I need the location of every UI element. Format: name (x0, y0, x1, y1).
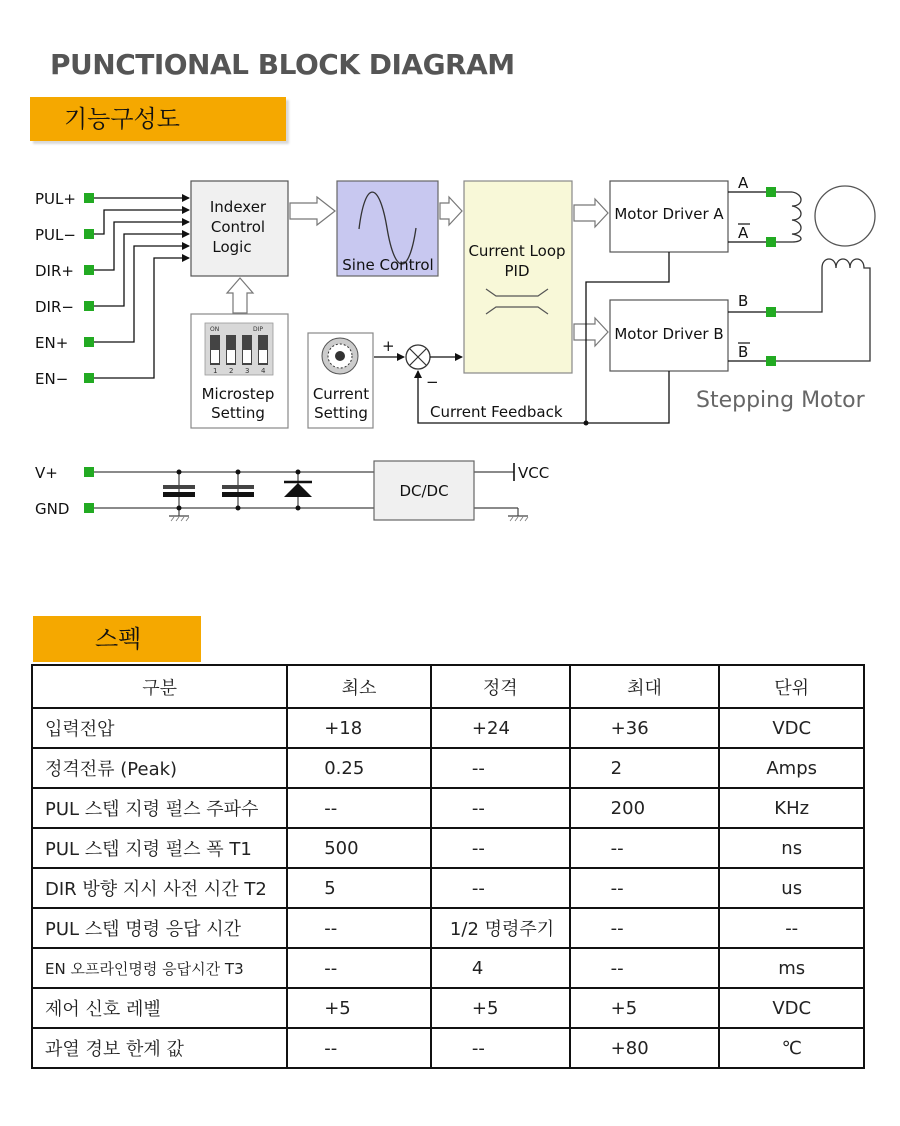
sine-control-label: Sine Control (342, 256, 434, 274)
input-label-en-plus: EN+ (35, 334, 69, 352)
flow-arrow (574, 199, 608, 227)
table-cell: +24 (431, 708, 570, 748)
table-cell: 1/2 명령주기 (431, 908, 570, 948)
table-cell: 4 (431, 948, 570, 988)
pid-label: Current Loop (468, 242, 566, 260)
pid-label: PID (504, 262, 530, 280)
vcc-label: VCC (518, 464, 550, 482)
table-cell: 과열 경보 한계 값 (32, 1028, 287, 1068)
table-cell: -- (570, 908, 720, 948)
table-header: 구분 (32, 665, 287, 708)
table-cell: 200 (570, 788, 720, 828)
motor-driver-a-label: Motor Driver A (614, 205, 724, 223)
table-cell: EN 오프라인명령 응답시간 T3 (32, 948, 287, 988)
table-cell: -- (431, 748, 570, 788)
current-setting-label: Current (312, 385, 370, 403)
table-cell: 2 (570, 748, 720, 788)
input-label-dir-plus: DIR+ (35, 262, 74, 280)
table-cell: us (719, 868, 864, 908)
input-label-pul-plus: PUL+ (35, 190, 76, 208)
table-row (32, 748, 864, 788)
table-header: 최대 (570, 665, 720, 708)
stepping-motor-label: Stepping Motor (696, 388, 865, 413)
minus-sign: − (426, 373, 439, 391)
table-cell: -- (287, 788, 431, 828)
table-cell: +18 (287, 708, 431, 748)
dip-num: 4 (261, 367, 266, 375)
input-label-pul-minus: PUL− (35, 226, 76, 244)
input-label-en-minus: EN− (35, 370, 69, 388)
power-terminal (84, 467, 94, 477)
section-label-spec: 스펙 (33, 616, 201, 662)
table-row (32, 868, 864, 908)
table-header: 정격 (431, 665, 570, 708)
table-cell: -- (431, 828, 570, 868)
table-cell: -- (570, 948, 720, 988)
table-cell: 5 (287, 868, 431, 908)
table-cell: -- (719, 908, 864, 948)
output-label-b: B (738, 292, 749, 310)
table-cell: +80 (570, 1028, 720, 1068)
input-terminal (84, 337, 94, 347)
table-cell: ℃ (719, 1028, 864, 1068)
power-terminal (84, 503, 94, 513)
dip-label: DIP (253, 326, 264, 333)
table-cell: -- (570, 828, 720, 868)
table-header-row (32, 665, 864, 708)
table-cell: PUL 스텝 지령 펄스 주파수 (32, 788, 287, 828)
current-feedback-label: Current Feedback (430, 403, 563, 421)
microstep-label: Microstep (201, 385, 275, 403)
current-setting-label: Setting (314, 404, 368, 422)
section-label-function: 기능구성도 (30, 97, 286, 141)
flow-arrow (290, 197, 335, 225)
dip-on-label: ON (210, 326, 220, 333)
microstep-label: Setting (211, 404, 265, 422)
table-row (32, 988, 864, 1028)
table-cell: 정격전류 (Peak) (32, 748, 287, 788)
dip-num: 1 (213, 367, 218, 375)
spec-table (31, 664, 865, 1069)
table-row (32, 708, 864, 748)
indexer-label: Logic (212, 238, 252, 256)
table-cell: VDC (719, 988, 864, 1028)
table-row (32, 1028, 864, 1068)
table-cell: -- (287, 1028, 431, 1068)
output-terminal (766, 187, 776, 197)
table-cell: -- (431, 1028, 570, 1068)
output-terminal (766, 237, 776, 247)
table-row (32, 828, 864, 868)
indexer-label: Indexer (209, 198, 267, 216)
flow-arrow (574, 318, 608, 346)
block-diagram (0, 0, 900, 540)
table-cell: 500 (287, 828, 431, 868)
dip-switch-icon (205, 323, 273, 375)
table-cell: -- (431, 788, 570, 828)
output-terminal (766, 356, 776, 366)
output-label-a-bar: A (738, 224, 749, 242)
page-title: PUNCTIONAL BLOCK DIAGRAM (50, 48, 515, 81)
table-header: 최소 (287, 665, 431, 708)
table-cell: KHz (719, 788, 864, 828)
table-cell: ns (719, 828, 864, 868)
output-terminal (766, 307, 776, 317)
power-label-gnd: GND (35, 500, 70, 518)
output-label-a: A (738, 174, 749, 192)
flow-arrow (227, 278, 253, 313)
table-cell: +36 (570, 708, 720, 748)
dip-num: 2 (229, 367, 234, 375)
table-cell: -- (287, 948, 431, 988)
diode-icon (284, 482, 312, 497)
table-row (32, 948, 864, 988)
table-cell: -- (570, 868, 720, 908)
input-wiring (94, 198, 189, 378)
table-cell: -- (287, 908, 431, 948)
table-cell: 제어 신호 레벨 (32, 988, 287, 1028)
input-terminal (84, 373, 94, 383)
indexer-label: Control (210, 218, 266, 236)
table-cell: PUL 스텝 명령 응답 시간 (32, 908, 287, 948)
input-label-dir-minus: DIR− (35, 298, 74, 316)
table-cell: VDC (719, 708, 864, 748)
table-cell: DIR 방향 지시 사전 시간 T2 (32, 868, 287, 908)
table-cell: +5 (570, 988, 720, 1028)
table-row (32, 788, 864, 828)
table-cell: 0.25 (287, 748, 431, 788)
flow-arrow (440, 197, 462, 225)
dip-num: 3 (245, 367, 250, 375)
table-cell: +5 (431, 988, 570, 1028)
input-terminal (84, 265, 94, 275)
table-cell: -- (431, 868, 570, 908)
table-cell: +5 (287, 988, 431, 1028)
input-terminal (84, 301, 94, 311)
motor-icon (815, 186, 875, 246)
table-cell: 입력전압 (32, 708, 287, 748)
table-cell: ms (719, 948, 864, 988)
output-label-b-bar: B (738, 343, 749, 361)
motor-driver-b-label: Motor Driver B (614, 325, 724, 343)
input-terminal (84, 229, 94, 239)
table-row (32, 908, 864, 948)
dcdc-label: DC/DC (399, 482, 449, 500)
table-header: 단위 (719, 665, 864, 708)
rotary-switch-icon (322, 338, 358, 374)
plus-sign: + (382, 337, 395, 355)
power-label-vplus: V+ (35, 464, 58, 482)
table-cell: Amps (719, 748, 864, 788)
input-terminal (84, 193, 94, 203)
table-cell: PUL 스텝 지령 펄스 폭 T1 (32, 828, 287, 868)
